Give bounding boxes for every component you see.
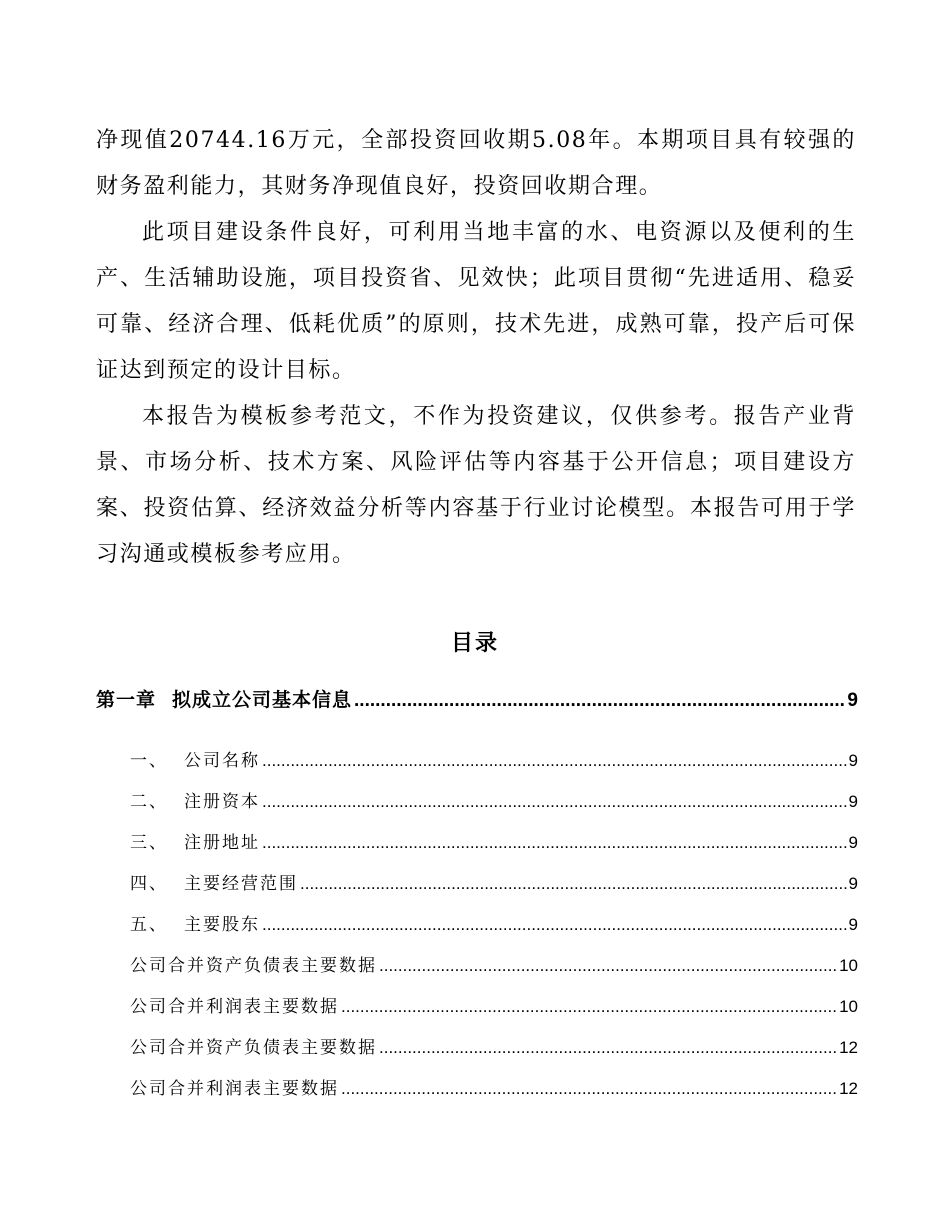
- toc-section-number: 二、: [130, 792, 168, 812]
- toc-chapter-number: 第一章: [96, 689, 157, 711]
- toc-page-number: 9: [848, 792, 858, 811]
- toc-page-number: 12: [839, 1079, 858, 1098]
- toc-table-label: 公司合并资产负债表主要数据: [130, 1038, 377, 1058]
- toc-title: 目录: [450, 631, 499, 656]
- toc-leader: [341, 986, 837, 1028]
- toc-table-label: 公司合并资产负债表主要数据: [130, 956, 377, 976]
- toc-page-number: 9: [848, 833, 858, 852]
- toc-section-label: 注册资本: [184, 792, 260, 812]
- toc-section-shareholders[interactable]: [96, 904, 858, 945]
- toc-page-number: 12: [839, 1038, 858, 1057]
- paragraph-project-conditions: 此项目建设条件良好，可利用当地丰富的水、电资源以及便利的生产、生活辅助设施，项目投资省、见效快；此项目贯彻“先进适用、稳妥可靠、经济合理、低耗优质”的原则，技术先进，成熟可靠，投产后可保证达到预定的设计目标。: [96, 220, 856, 383]
- toc-table-balance-sheet[interactable]: [96, 1027, 858, 1068]
- toc-page-number: 10: [839, 997, 858, 1016]
- toc-page-number: 9: [847, 690, 858, 711]
- toc-leader: [341, 1068, 837, 1110]
- toc-table-label: 公司合并利润表主要数据: [130, 1079, 339, 1099]
- toc-leader: [300, 863, 847, 905]
- toc-leader: [262, 822, 847, 864]
- paragraph-disclaimer: 本报告为模板参考范文，不作为投资建议，仅供参考。报告产业背景、市场分析、技术方案、风险评估等内容基于公开信息；项目建设方案、投资估算、经济效益分析等内容基于行业讨论模型。本报告可用于学习沟通或模板参考应用。: [96, 404, 856, 567]
- toc-table-balance-sheet[interactable]: [96, 945, 858, 986]
- toc-section-registered-capital[interactable]: [96, 781, 858, 822]
- toc-section-label: 注册地址: [184, 833, 260, 853]
- toc-section-label: 主要经营范围: [184, 874, 298, 894]
- toc-leader: [262, 904, 847, 946]
- paragraph-financial-summary: 净现值20744.16万元，全部投资回收期5.08年。本期项目具有较强的财务盈利能力，其财务净现值良好，投资回收期合理。: [96, 128, 856, 199]
- toc-leader: [354, 680, 845, 721]
- toc-leader: [262, 740, 847, 782]
- toc-section-company-name[interactable]: [96, 740, 858, 781]
- toc-section-registered-address[interactable]: [96, 822, 858, 863]
- toc-leader: [379, 945, 837, 987]
- toc-table-income-statement[interactable]: [96, 986, 858, 1027]
- toc-section-number: 三、: [130, 833, 168, 853]
- toc-section-number: 一、: [130, 751, 168, 771]
- toc-section-number: 四、: [130, 874, 168, 894]
- toc-leader: [379, 1027, 837, 1069]
- toc-page-number: 9: [848, 874, 858, 893]
- toc-chapter-label: 拟成立公司基本信息: [172, 689, 353, 711]
- body-text: [96, 118, 856, 578]
- toc-section-label: 公司名称: [184, 751, 260, 771]
- toc-table-income-statement[interactable]: [96, 1068, 858, 1109]
- toc-section-number: 五、: [130, 915, 168, 935]
- toc-leader: [262, 781, 847, 823]
- toc-section-business-scope[interactable]: [96, 863, 858, 904]
- toc-page-number: 9: [848, 751, 858, 770]
- toc-page-number: 10: [839, 956, 858, 975]
- table-of-contents: [96, 680, 858, 1109]
- toc-table-label: 公司合并利润表主要数据: [130, 997, 339, 1017]
- toc-page-number: 9: [848, 915, 858, 934]
- toc-section-label: 主要股东: [184, 915, 260, 935]
- toc-chapter-1[interactable]: [96, 680, 858, 720]
